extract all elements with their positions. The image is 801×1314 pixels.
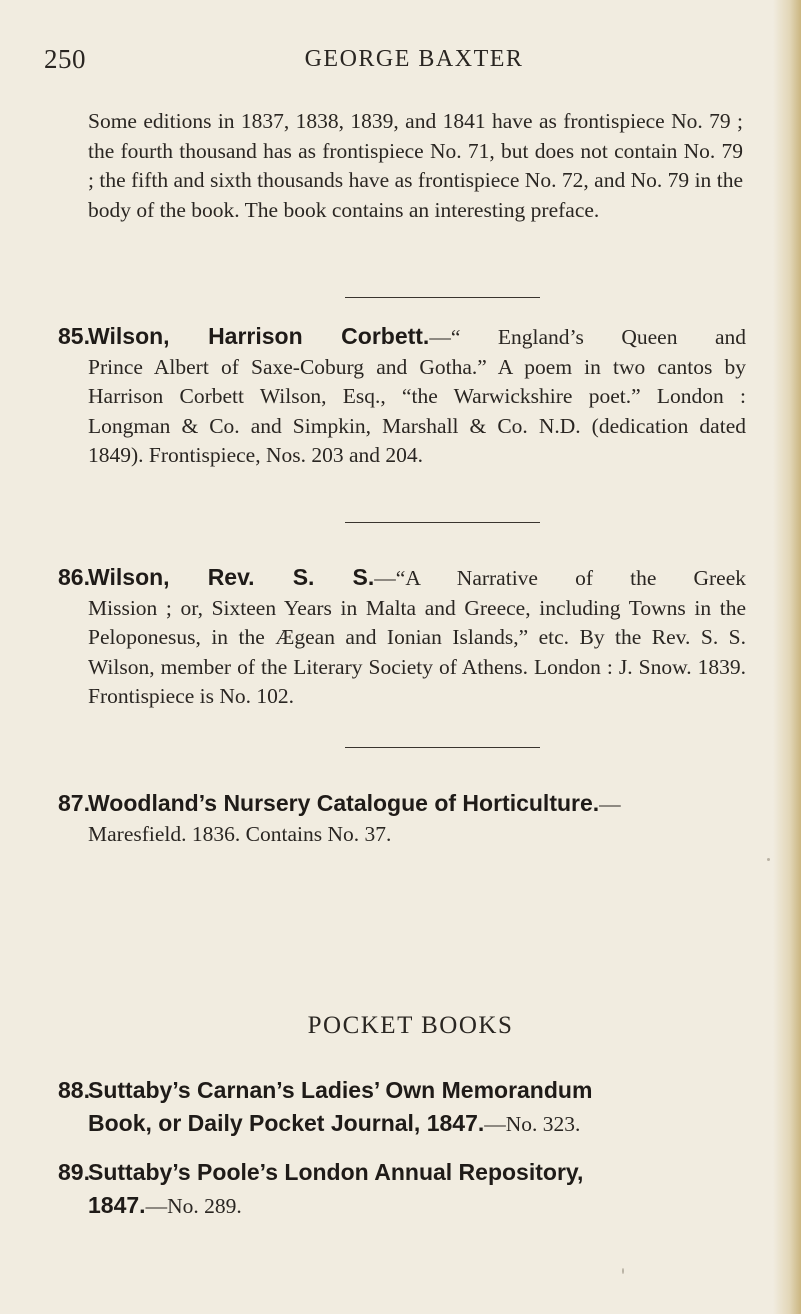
entry-number: 88. (58, 1077, 90, 1103)
entry-tail: —No. 323. (484, 1112, 581, 1136)
entry-tail: —No. 289. (145, 1194, 242, 1218)
entry-first-line: —“A Narrative of the Greek (374, 566, 746, 590)
entry-body: Prince Albert of Saxe-Coburg and Gotha.” A poem in two cantos by Harrison Corbett Wilson, Esq., “the Warwickshire poet.” London : Longman & Co. and Simpkin, Marshall & Co. N.D. (dedication dated 1849). Frontispiece, Nos. 203 and 204. (88, 354, 746, 467)
entry-87 (58, 789, 746, 849)
page-header (44, 44, 744, 84)
entry-heading: Wilson, Rev. S. S. (88, 564, 375, 590)
entry-number: 87. (58, 790, 90, 816)
entry-number: 85. (58, 323, 90, 349)
entry-heading: Woodland’s Nursery Catalogue of Horticulture. (88, 790, 600, 816)
entry-heading-continued: 1847. (88, 1192, 146, 1218)
entry-heading: Suttaby’s Poole’s London Annual Repository, (88, 1159, 584, 1185)
entry-88 (58, 1074, 746, 1140)
entry-body: Maresfield. 1836. Contains No. 37. (88, 821, 392, 846)
entry-heading: Wilson, Harrison Corbett. (88, 323, 430, 349)
entry-body: Mission ; or, Sixteen Years in Malta and Greece, including Towns in the Peloponesus, in the Ægean and Ionian Islands,” etc. By the Rev. S. S. Wilson, member of the Literary Society of Athens. London : J. Snow. 1839. Frontispiece is No. 102. (88, 595, 746, 708)
entry-number: 89. (58, 1159, 90, 1185)
running-head: GEORGE BAXTER (304, 46, 524, 72)
entry-number: 86. (58, 564, 90, 590)
entry-89 (58, 1156, 746, 1222)
entry-first-line: — (599, 792, 621, 816)
paper-speck (622, 1268, 624, 1274)
entry-85 (58, 322, 746, 471)
page-number: 250 (44, 44, 86, 74)
separator-rule (345, 747, 540, 748)
separator-rule (345, 297, 540, 298)
entry-heading: Suttaby’s Carnan’s Ladies’ Own Memorandum (88, 1077, 593, 1103)
entry-heading-continued: Book, or Daily Pocket Journal, 1847. (88, 1110, 485, 1136)
intro-paragraph: Some editions in 1837, 1838, 1839, and 1841 have as frontispiece No. 79 ; the fourth thousand has as frontispiece No. 71, but does not contain No. 79 ; the fifth and sixth thousands have as frontispiece No. 72, and No. 79 in the body of the book. The book contains an interesting preface. (88, 109, 743, 222)
section-title: POCKET BOOKS (307, 1012, 514, 1039)
paper-speck (767, 858, 770, 861)
entry-86 (58, 563, 746, 712)
entry-first-line: —“ England’s Queen and (429, 325, 746, 349)
separator-rule (345, 522, 540, 523)
page-edge-shading (773, 0, 801, 1314)
